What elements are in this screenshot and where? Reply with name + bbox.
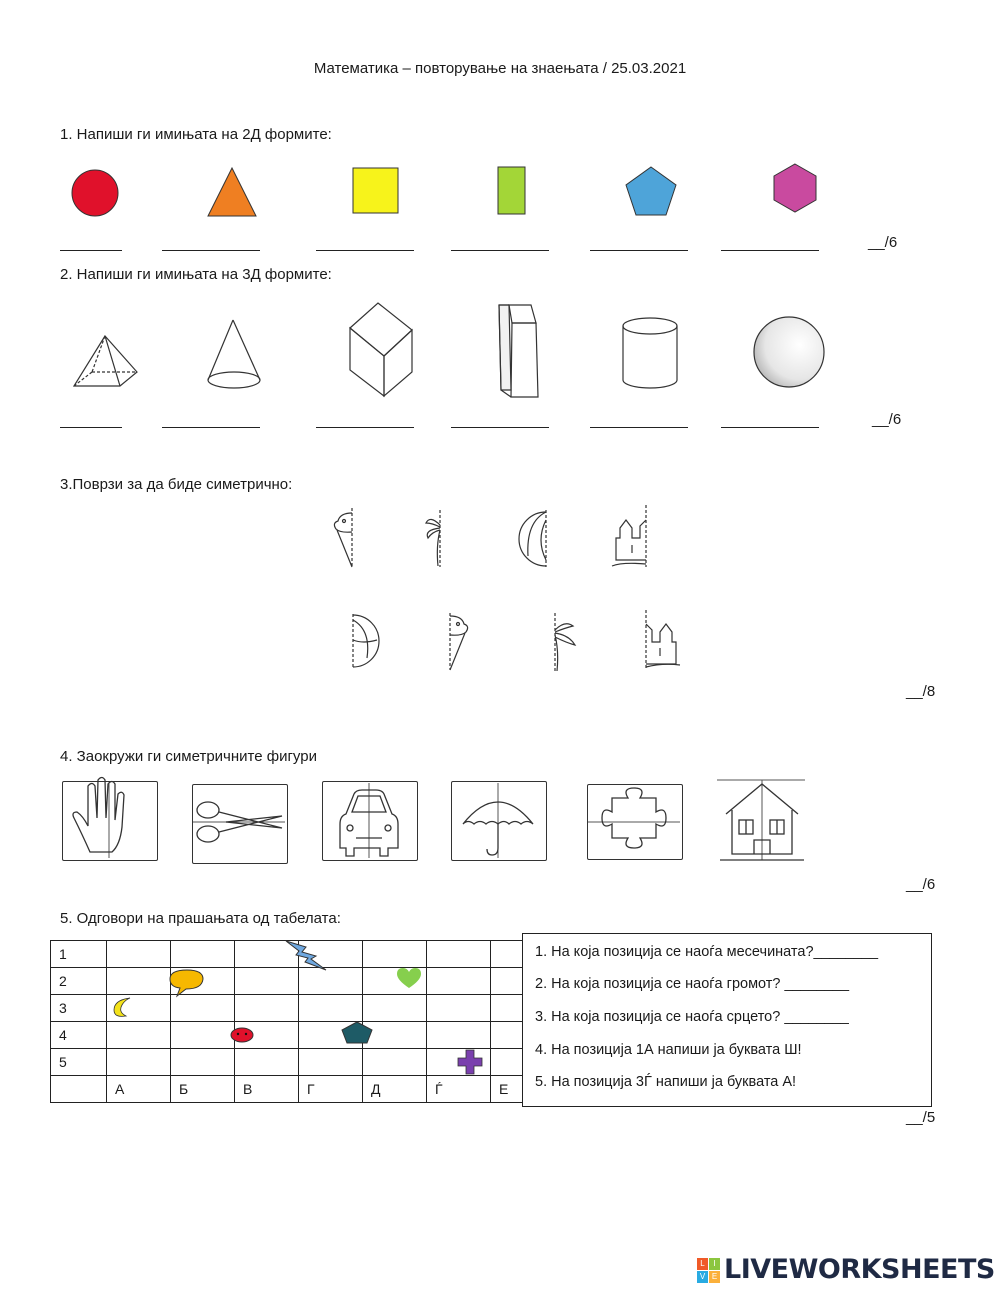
row-label-2: 2 (51, 968, 107, 995)
speech-bubble-icon (170, 970, 203, 996)
section2-title: 2. Напиши ги имињата на 3Д формите: (60, 266, 332, 283)
col-label-D: Д (363, 1076, 427, 1103)
col-label-G: Г (299, 1076, 363, 1103)
section4-title: 4. Заокружи ги симетричните фигури (60, 748, 317, 765)
col-label-E: Е (491, 1076, 555, 1103)
section3-title: 3.Поврзи за да биде симетрично: (60, 476, 293, 493)
row-label-3: 3 (51, 995, 107, 1022)
col-label-GJ: Ѓ (427, 1076, 491, 1103)
question-4: 4. На позиција 1А напиши ја буквата Ш! (535, 1042, 802, 1058)
section1-score: __/6 (868, 234, 898, 251)
row-label-4: 4 (51, 1022, 107, 1049)
section2-score: __/6 (872, 411, 902, 428)
col-label-A: А (107, 1076, 171, 1103)
page-title: Математика – повторување на знаењата / 25.03.2021 (313, 60, 687, 77)
section5-title: 5. Одговори на прашањата од табелата: (60, 910, 341, 927)
question-1[interactable]: 1. На која позиција се наоѓа месечината?________ (535, 944, 879, 960)
col-label-B: Б (171, 1076, 235, 1103)
question-3[interactable]: 3. На која позиција се наоѓа срцето? ________ (535, 1009, 849, 1025)
lightning-icon (286, 941, 326, 970)
row-label-1: 1 (51, 941, 107, 968)
liveworksheets-logo[interactable]: LIVEWORKSHEETS (724, 1254, 995, 1285)
cross-icon (458, 1050, 482, 1074)
heart-icon (397, 968, 421, 988)
section5-score: __/5 (906, 1109, 936, 1126)
questions-box (522, 933, 932, 1107)
col-label-V: В (235, 1076, 299, 1103)
ladybug-icon (231, 1028, 253, 1042)
question-5: 5. На позиција 3Ѓ напиши ја буквата А! (535, 1074, 797, 1090)
liveworksheets-logo-icon: L I V E (697, 1258, 721, 1284)
section1-title: 1. Напиши ги имињата на 2Д формите: (60, 126, 332, 143)
row-label-5: 5 (51, 1049, 107, 1076)
moon-icon (114, 998, 130, 1016)
section3-score: __/8 (906, 683, 936, 700)
question-2[interactable]: 2. На која позиција се наоѓа громот? ________ (535, 976, 850, 992)
section4-score: __/6 (906, 876, 936, 893)
pentagon-icon (342, 1022, 372, 1043)
